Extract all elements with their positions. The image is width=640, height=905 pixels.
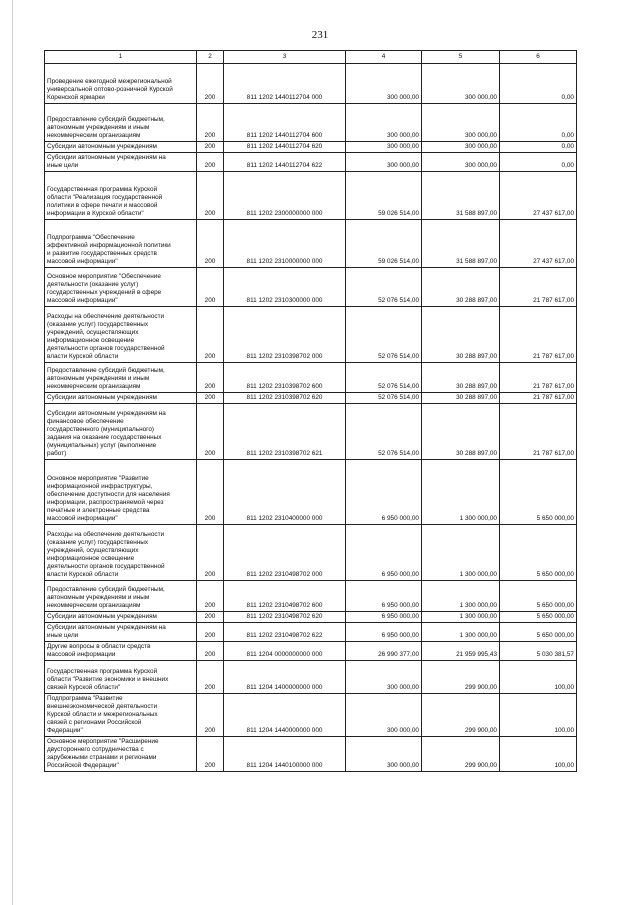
row-name-cell: Проведение ежегодной межрегиональной универсальной оптово-розничной Курской Коренской ярмарки — [45, 64, 197, 104]
table-row — [45, 393, 577, 404]
row-code-cell: 811 1202 2310498702 600 — [224, 581, 346, 612]
row-code-cell: 811 1202 2310498702 000 — [224, 525, 346, 581]
row-value5-cell: 30 288 897,00 — [422, 393, 500, 404]
row-value5-cell: 299 900,00 — [422, 737, 500, 772]
row-column2-cell: 200 — [197, 172, 224, 220]
row-code-cell: 811 1204 1440000000 000 — [224, 694, 346, 737]
row-value6-cell: 5 650 000,00 — [500, 581, 577, 612]
row-name-cell: Субсидии автономным учреждениям на финансовое обеспечение государственного (муниципального) задания на оказание государственных (муниципальных) услуг (выполнение работ) — [45, 404, 197, 460]
row-column2-cell: 200 — [197, 268, 224, 307]
row-code-cell: 811 1204 1400000000 000 — [224, 661, 346, 694]
row-value6-cell: 0,00 — [500, 153, 577, 172]
row-value5-cell: 299 900,00 — [422, 694, 500, 737]
row-value6-cell: 5 650 000,00 — [500, 460, 577, 525]
page-number: 231 — [311, 29, 329, 41]
row-value5-cell: 31 588 897,00 — [422, 172, 500, 220]
table-row — [45, 623, 577, 642]
row-value6-cell: 21 787 617,00 — [500, 404, 577, 460]
row-column2-cell: 200 — [197, 363, 224, 393]
row-value4-cell: 6 950 000,00 — [346, 525, 422, 581]
row-value5-cell: 300 000,00 — [422, 142, 500, 153]
row-value4-cell: 6 950 000,00 — [346, 623, 422, 642]
row-column2-cell: 200 — [197, 142, 224, 153]
column-header: 5 — [422, 51, 500, 64]
table-row — [45, 404, 577, 460]
table-row — [45, 581, 577, 612]
table-row — [45, 142, 577, 153]
table-row — [45, 642, 577, 661]
row-value6-cell: 27 437 617,00 — [500, 220, 577, 268]
row-column2-cell: 200 — [197, 694, 224, 737]
row-name-cell: Государственная программа Курской области "Развитие экономики и внешних связей Курской области" — [45, 661, 197, 694]
row-code-cell: 811 1202 2300000000 000 — [224, 172, 346, 220]
row-name-cell: Основное мероприятие "Обеспечение деятельности (оказание услуг) государственных учреждений в сфере массовой информации" — [45, 268, 197, 307]
row-value6-cell: 5 650 000,00 — [500, 525, 577, 581]
row-value6-cell: 0,00 — [500, 64, 577, 104]
row-code-cell: 811 1202 2310498702 620 — [224, 612, 346, 623]
row-value5-cell: 30 288 897,00 — [422, 363, 500, 393]
budget-table — [44, 50, 577, 772]
page-edge-line — [12, 0, 13, 905]
row-value4-cell: 300 000,00 — [346, 64, 422, 104]
row-value4-cell: 52 076 514,00 — [346, 404, 422, 460]
row-value5-cell: 1 300 000,00 — [422, 581, 500, 612]
row-value6-cell: 5 650 000,00 — [500, 612, 577, 623]
column-header: 4 — [346, 51, 422, 64]
row-code-cell: 811 1202 2310400000 000 — [224, 460, 346, 525]
table-row — [45, 363, 577, 393]
column-header: 1 — [45, 51, 197, 64]
row-name-cell: Предоставление субсидий бюджетным, автономным учреждениям и иным некоммерческим организациям — [45, 104, 197, 142]
row-column2-cell: 200 — [197, 307, 224, 363]
row-value6-cell: 100,00 — [500, 661, 577, 694]
row-value4-cell: 59 026 514,00 — [346, 220, 422, 268]
row-name-cell: Субсидии автономным учреждениям на иные цели — [45, 623, 197, 642]
table-row — [45, 172, 577, 220]
row-code-cell: 811 1202 2310398702 000 — [224, 307, 346, 363]
row-column2-cell: 200 — [197, 661, 224, 694]
row-value4-cell: 300 000,00 — [346, 104, 422, 142]
row-code-cell: 811 1202 2310398702 600 — [224, 363, 346, 393]
row-value5-cell: 1 300 000,00 — [422, 460, 500, 525]
row-value4-cell: 52 076 514,00 — [346, 268, 422, 307]
row-column2-cell: 200 — [197, 525, 224, 581]
row-value6-cell: 5 030 381,57 — [500, 642, 577, 661]
row-value5-cell: 31 588 897,00 — [422, 220, 500, 268]
row-value4-cell: 6 950 000,00 — [346, 581, 422, 612]
column-header: 3 — [224, 51, 346, 64]
row-column2-cell: 200 — [197, 581, 224, 612]
table-row — [45, 104, 577, 142]
row-value4-cell: 6 950 000,00 — [346, 612, 422, 623]
table-row — [45, 220, 577, 268]
row-code-cell: 811 1202 2310398702 621 — [224, 404, 346, 460]
row-code-cell: 811 1202 1440112704 620 — [224, 142, 346, 153]
row-column2-cell: 200 — [197, 404, 224, 460]
row-value6-cell: 100,00 — [500, 694, 577, 737]
row-column2-cell: 200 — [197, 153, 224, 172]
table-row — [45, 268, 577, 307]
row-name-cell: Предоставление субсидий бюджетным, автономным учреждениям и иным некоммерческим организациям — [45, 363, 197, 393]
row-value4-cell: 59 026 514,00 — [346, 172, 422, 220]
table-body — [45, 64, 577, 772]
row-name-cell: Основное мероприятие "Развитие информационной инфраструктуры, обеспечение доступности для населения информации, распространяемой через печатные и электронные средства массовой информации" — [45, 460, 197, 525]
row-code-cell: 811 1202 2310498702 622 — [224, 623, 346, 642]
row-value6-cell: 21 787 617,00 — [500, 363, 577, 393]
row-name-cell: Подпрограмма "Обеспечение эффективной информационной политики и развитие государственных средств массовой информации" — [45, 220, 197, 268]
row-value5-cell: 21 959 995,43 — [422, 642, 500, 661]
row-name-cell: Субсидии автономным учреждениям — [45, 612, 197, 623]
row-name-cell: Подпрограмма "Развитие внешнеэкономической деятельности Курской области и межрегиональных связей с регионами Российской Федерации" — [45, 694, 197, 737]
row-name-cell: Предоставление субсидий бюджетным, автономным учреждениям и иным некоммерческим организациям — [45, 581, 197, 612]
row-column2-cell: 200 — [197, 623, 224, 642]
row-value5-cell: 300 000,00 — [422, 64, 500, 104]
row-value4-cell: 6 950 000,00 — [346, 460, 422, 525]
row-value6-cell: 27 437 617,00 — [500, 172, 577, 220]
row-value6-cell: 21 787 617,00 — [500, 307, 577, 363]
row-column2-cell: 200 — [197, 642, 224, 661]
table-header-row — [45, 51, 577, 64]
row-value6-cell: 21 787 617,00 — [500, 393, 577, 404]
row-name-cell: Субсидии автономным учреждениям на иные цели — [45, 153, 197, 172]
row-code-cell: 811 1202 2310000000 000 — [224, 220, 346, 268]
column-header: 2 — [197, 51, 224, 64]
row-value5-cell: 30 288 897,00 — [422, 404, 500, 460]
row-value6-cell: 5 650 000,00 — [500, 623, 577, 642]
row-value4-cell: 52 076 514,00 — [346, 363, 422, 393]
row-value5-cell: 30 288 897,00 — [422, 307, 500, 363]
row-code-cell: 811 1202 2310398702 620 — [224, 393, 346, 404]
row-value5-cell: 300 000,00 — [422, 153, 500, 172]
row-value4-cell: 52 076 514,00 — [346, 307, 422, 363]
row-name-cell: Государственная программа Курской области "Реализация государственной политики в сфере печати и массовой информации в Курской области" — [45, 172, 197, 220]
row-column2-cell: 200 — [197, 737, 224, 772]
row-value4-cell: 300 000,00 — [346, 153, 422, 172]
column-header: 6 — [500, 51, 577, 64]
row-column2-cell: 200 — [197, 460, 224, 525]
row-column2-cell: 200 — [197, 104, 224, 142]
row-value6-cell: 0,00 — [500, 142, 577, 153]
row-code-cell: 811 1202 1440112704 000 — [224, 64, 346, 104]
row-name-cell: Другие вопросы в области средств массовой информации — [45, 642, 197, 661]
table-row — [45, 525, 577, 581]
row-value5-cell: 30 288 897,00 — [422, 268, 500, 307]
row-value4-cell: 300 000,00 — [346, 737, 422, 772]
row-column2-cell: 200 — [197, 612, 224, 623]
table-row — [45, 307, 577, 363]
row-name-cell: Расходы на обеспечение деятельности (оказание услуг) государственных учреждений, осуществляющих информационное освещение деятельности органов государственной власти Курской области — [45, 525, 197, 581]
table-row — [45, 661, 577, 694]
row-code-cell: 811 1202 1440112704 600 — [224, 104, 346, 142]
row-name-cell: Расходы на обеспечение деятельности (оказание услуг) государственных учреждений, осуществляющих информационное освещение деятельности органов государственной власти Курской области — [45, 307, 197, 363]
row-value4-cell: 300 000,00 — [346, 661, 422, 694]
row-value4-cell: 300 000,00 — [346, 142, 422, 153]
row-value5-cell: 1 300 000,00 — [422, 525, 500, 581]
row-value5-cell: 1 300 000,00 — [422, 612, 500, 623]
row-code-cell: 811 1202 1440112704 622 — [224, 153, 346, 172]
row-column2-cell: 200 — [197, 64, 224, 104]
row-code-cell: 811 1204 1440100000 000 — [224, 737, 346, 772]
row-value6-cell: 21 787 617,00 — [500, 268, 577, 307]
row-value4-cell: 26 990 377,00 — [346, 642, 422, 661]
table-row — [45, 694, 577, 737]
row-value4-cell: 300 000,00 — [346, 694, 422, 737]
row-value5-cell: 1 300 000,00 — [422, 623, 500, 642]
row-code-cell: 811 1204 0000000000 000 — [224, 642, 346, 661]
row-name-cell: Основное мероприятие "Расширение двустороннего сотрудничества с зарубежными странами и регионами Российской Федерации" — [45, 737, 197, 772]
row-value6-cell: 100,00 — [500, 737, 577, 772]
row-name-cell: Субсидии автономным учреждениям — [45, 142, 197, 153]
row-value6-cell: 0,00 — [500, 104, 577, 142]
table-row — [45, 460, 577, 525]
row-code-cell: 811 1202 2310300000 000 — [224, 268, 346, 307]
table-row — [45, 64, 577, 104]
table-row — [45, 153, 577, 172]
row-name-cell: Субсидии автономным учреждениям — [45, 393, 197, 404]
row-value4-cell: 52 076 514,00 — [346, 393, 422, 404]
row-value5-cell: 300 000,00 — [422, 104, 500, 142]
row-column2-cell: 200 — [197, 393, 224, 404]
row-column2-cell: 200 — [197, 220, 224, 268]
table-row — [45, 737, 577, 772]
table-row — [45, 612, 577, 623]
row-value5-cell: 299 900,00 — [422, 661, 500, 694]
